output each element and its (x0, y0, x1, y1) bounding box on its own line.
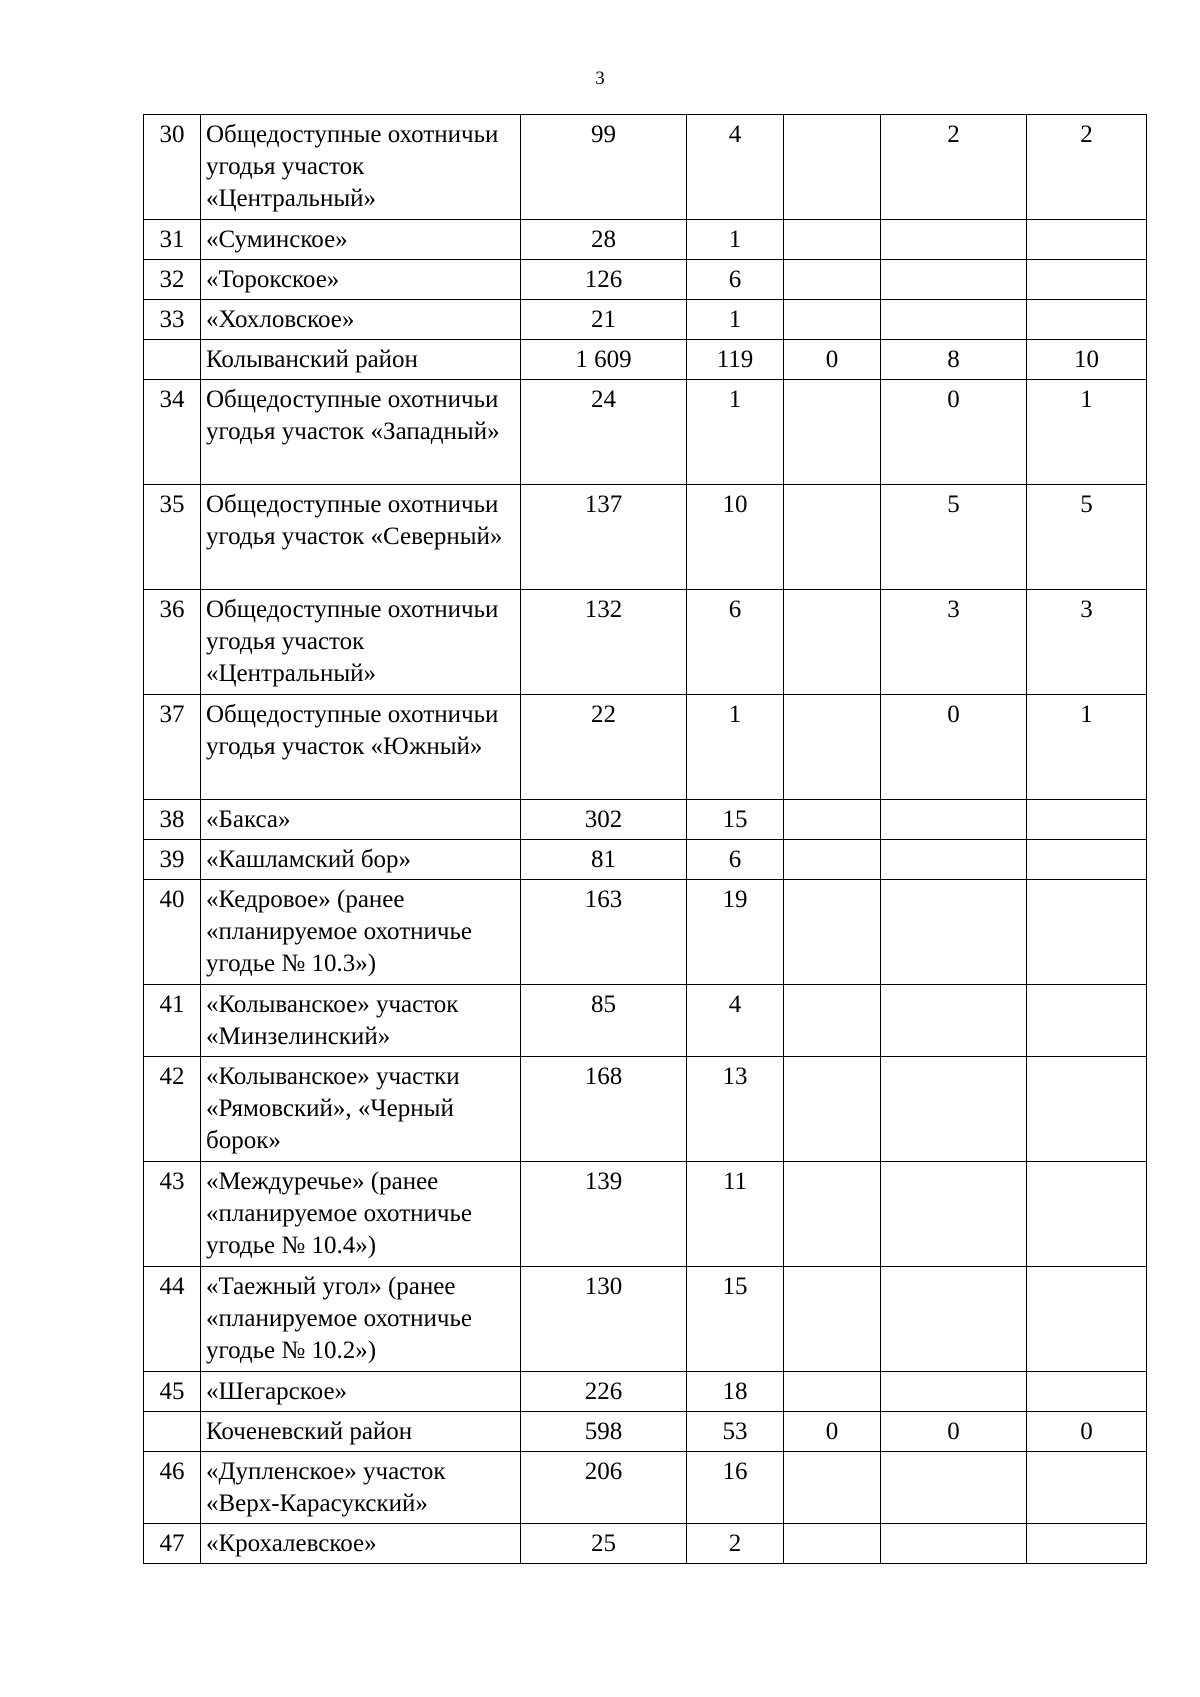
hunting-ground-name: «Кедровое» (ранее «планируемое охотничье угодье № 10.3») (201, 880, 521, 985)
value-col-3 (784, 695, 881, 800)
hunting-ground-name: «Колыванское» участки «Рямовский», «Черный борок» (201, 1057, 521, 1162)
value-col-3 (784, 1452, 881, 1524)
value-col-4 (881, 880, 1027, 985)
value-col-1: 598 (521, 1412, 687, 1452)
row-number: 47 (144, 1524, 201, 1564)
value-col-5: 3 (1027, 590, 1147, 695)
value-col-5 (1027, 260, 1147, 300)
value-col-5 (1027, 1372, 1147, 1412)
value-col-1: 132 (521, 590, 687, 695)
table-row (144, 1372, 1147, 1412)
hunting-ground-name: «Шегарское» (201, 1372, 521, 1412)
value-col-5 (1027, 800, 1147, 840)
hunting-ground-name: Коченевский район (201, 1412, 521, 1452)
value-col-4 (881, 840, 1027, 880)
hunting-ground-name: Общедоступные охотничьи угодья участок «Северный» (201, 485, 521, 590)
value-col-3 (784, 880, 881, 985)
value-col-3: 0 (784, 340, 881, 380)
table-row (144, 800, 1147, 840)
value-col-5 (1027, 1524, 1147, 1564)
value-col-1: 85 (521, 985, 687, 1057)
table-row (144, 840, 1147, 880)
value-col-1: 25 (521, 1524, 687, 1564)
row-number: 42 (144, 1057, 201, 1162)
value-col-4 (881, 300, 1027, 340)
row-number: 46 (144, 1452, 201, 1524)
row-number: 40 (144, 880, 201, 985)
row-number: 34 (144, 380, 201, 485)
value-col-5 (1027, 840, 1147, 880)
value-col-1: 226 (521, 1372, 687, 1412)
value-col-1: 137 (521, 485, 687, 590)
table-row (144, 485, 1147, 590)
value-col-3 (784, 1162, 881, 1267)
value-col-3 (784, 1267, 881, 1372)
value-col-5: 1 (1027, 695, 1147, 800)
value-col-2: 6 (687, 590, 784, 695)
hunting-ground-name: Общедоступные охотничьи угодья участок «Центральный» (201, 590, 521, 695)
hunting-ground-name: «Таежный угол» (ранее «планируемое охотничье угодье № 10.2») (201, 1267, 521, 1372)
value-col-4: 0 (881, 380, 1027, 485)
table-row (144, 1524, 1147, 1564)
row-number: 38 (144, 800, 201, 840)
value-col-1: 81 (521, 840, 687, 880)
value-col-2: 53 (687, 1412, 784, 1452)
value-col-1: 126 (521, 260, 687, 300)
value-col-4 (881, 220, 1027, 260)
value-col-2: 2 (687, 1524, 784, 1564)
value-col-5 (1027, 1452, 1147, 1524)
hunting-ground-name: «Дупленское» участок «Верх-Карасукский» (201, 1452, 521, 1524)
table-row (144, 1452, 1147, 1524)
value-col-3 (784, 380, 881, 485)
value-col-2: 10 (687, 485, 784, 590)
row-number: 43 (144, 1162, 201, 1267)
value-col-2: 1 (687, 300, 784, 340)
value-col-3 (784, 1372, 881, 1412)
value-col-5 (1027, 220, 1147, 260)
value-col-4: 3 (881, 590, 1027, 695)
value-col-4: 0 (881, 1412, 1027, 1452)
table-row (144, 985, 1147, 1057)
row-number: 37 (144, 695, 201, 800)
value-col-2: 6 (687, 840, 784, 880)
value-col-3 (784, 590, 881, 695)
value-col-1: 139 (521, 1162, 687, 1267)
district-subtotal-row (144, 1412, 1147, 1452)
value-col-1: 21 (521, 300, 687, 340)
value-col-1: 302 (521, 800, 687, 840)
table-row (144, 1267, 1147, 1372)
row-number: 45 (144, 1372, 201, 1412)
row-number (144, 1412, 201, 1452)
value-col-5 (1027, 880, 1147, 985)
row-number: 39 (144, 840, 201, 880)
value-col-5 (1027, 300, 1147, 340)
value-col-1: 24 (521, 380, 687, 485)
value-col-3 (784, 115, 881, 220)
value-col-2: 15 (687, 1267, 784, 1372)
value-col-4 (881, 1267, 1027, 1372)
hunting-ground-name: «Кашламский бор» (201, 840, 521, 880)
value-col-4 (881, 1524, 1027, 1564)
hunting-ground-name: «Бакса» (201, 800, 521, 840)
value-col-3 (784, 800, 881, 840)
value-col-2: 19 (687, 880, 784, 985)
value-col-3: 0 (784, 1412, 881, 1452)
table-row (144, 880, 1147, 985)
value-col-2: 16 (687, 1452, 784, 1524)
hunting-ground-name: Колыванский район (201, 340, 521, 380)
hunting-ground-name: «Колыванское» участок «Минзелинский» (201, 985, 521, 1057)
value-col-2: 6 (687, 260, 784, 300)
table-row (144, 220, 1147, 260)
value-col-4: 0 (881, 695, 1027, 800)
value-col-2: 1 (687, 220, 784, 260)
table-row (144, 590, 1147, 695)
value-col-4: 5 (881, 485, 1027, 590)
value-col-3 (784, 300, 881, 340)
value-col-2: 1 (687, 695, 784, 800)
table-row (144, 1057, 1147, 1162)
value-col-3 (784, 1524, 881, 1564)
hunting-ground-name: Общедоступные охотничьи угодья участок «Центральный» (201, 115, 521, 220)
value-col-2: 1 (687, 380, 784, 485)
page-number: 3 (595, 68, 605, 89)
value-col-5: 10 (1027, 340, 1147, 380)
hunting-ground-name: «Междуречье» (ранее «планируемое охотничье угодье № 10.4») (201, 1162, 521, 1267)
hunting-ground-name: «Хохловское» (201, 300, 521, 340)
row-number: 30 (144, 115, 201, 220)
row-number: 36 (144, 590, 201, 695)
table-row (144, 260, 1147, 300)
value-col-4 (881, 1372, 1027, 1412)
district-subtotal-row (144, 340, 1147, 380)
value-col-2: 13 (687, 1057, 784, 1162)
table-row (144, 380, 1147, 485)
value-col-3 (784, 260, 881, 300)
value-col-2: 15 (687, 800, 784, 840)
value-col-4 (881, 800, 1027, 840)
table-row (144, 300, 1147, 340)
hunting-ground-name: «Крохалевское» (201, 1524, 521, 1564)
value-col-3 (784, 1057, 881, 1162)
value-col-3 (784, 985, 881, 1057)
table-row (144, 1162, 1147, 1267)
row-number: 41 (144, 985, 201, 1057)
hunting-grounds-table (143, 114, 1147, 1564)
value-col-2: 11 (687, 1162, 784, 1267)
value-col-2: 4 (687, 985, 784, 1057)
value-col-2: 119 (687, 340, 784, 380)
value-col-5 (1027, 1057, 1147, 1162)
row-number: 44 (144, 1267, 201, 1372)
hunting-ground-name: «Суминское» (201, 220, 521, 260)
table-row (144, 695, 1147, 800)
value-col-1: 1 609 (521, 340, 687, 380)
value-col-1: 99 (521, 115, 687, 220)
value-col-4: 2 (881, 115, 1027, 220)
value-col-2: 4 (687, 115, 784, 220)
value-col-1: 163 (521, 880, 687, 985)
row-number: 32 (144, 260, 201, 300)
table-row (144, 115, 1147, 220)
row-number: 31 (144, 220, 201, 260)
value-col-4 (881, 260, 1027, 300)
value-col-4 (881, 1452, 1027, 1524)
value-col-5: 1 (1027, 380, 1147, 485)
value-col-5 (1027, 1162, 1147, 1267)
value-col-4 (881, 1057, 1027, 1162)
value-col-5 (1027, 985, 1147, 1057)
value-col-5 (1027, 1267, 1147, 1372)
hunting-ground-name: «Торокское» (201, 260, 521, 300)
value-col-4: 8 (881, 340, 1027, 380)
value-col-1: 168 (521, 1057, 687, 1162)
row-number: 35 (144, 485, 201, 590)
value-col-3 (784, 220, 881, 260)
value-col-5: 2 (1027, 115, 1147, 220)
row-number: 33 (144, 300, 201, 340)
value-col-5: 0 (1027, 1412, 1147, 1452)
value-col-3 (784, 485, 881, 590)
value-col-1: 130 (521, 1267, 687, 1372)
value-col-5: 5 (1027, 485, 1147, 590)
value-col-1: 28 (521, 220, 687, 260)
row-number (144, 340, 201, 380)
value-col-1: 22 (521, 695, 687, 800)
value-col-4 (881, 1162, 1027, 1267)
value-col-3 (784, 840, 881, 880)
value-col-1: 206 (521, 1452, 687, 1524)
hunting-ground-name: Общедоступные охотничьи угодья участок «Западный» (201, 380, 521, 485)
hunting-ground-name: Общедоступные охотничьи угодья участок «Южный» (201, 695, 521, 800)
value-col-4 (881, 985, 1027, 1057)
value-col-2: 18 (687, 1372, 784, 1412)
